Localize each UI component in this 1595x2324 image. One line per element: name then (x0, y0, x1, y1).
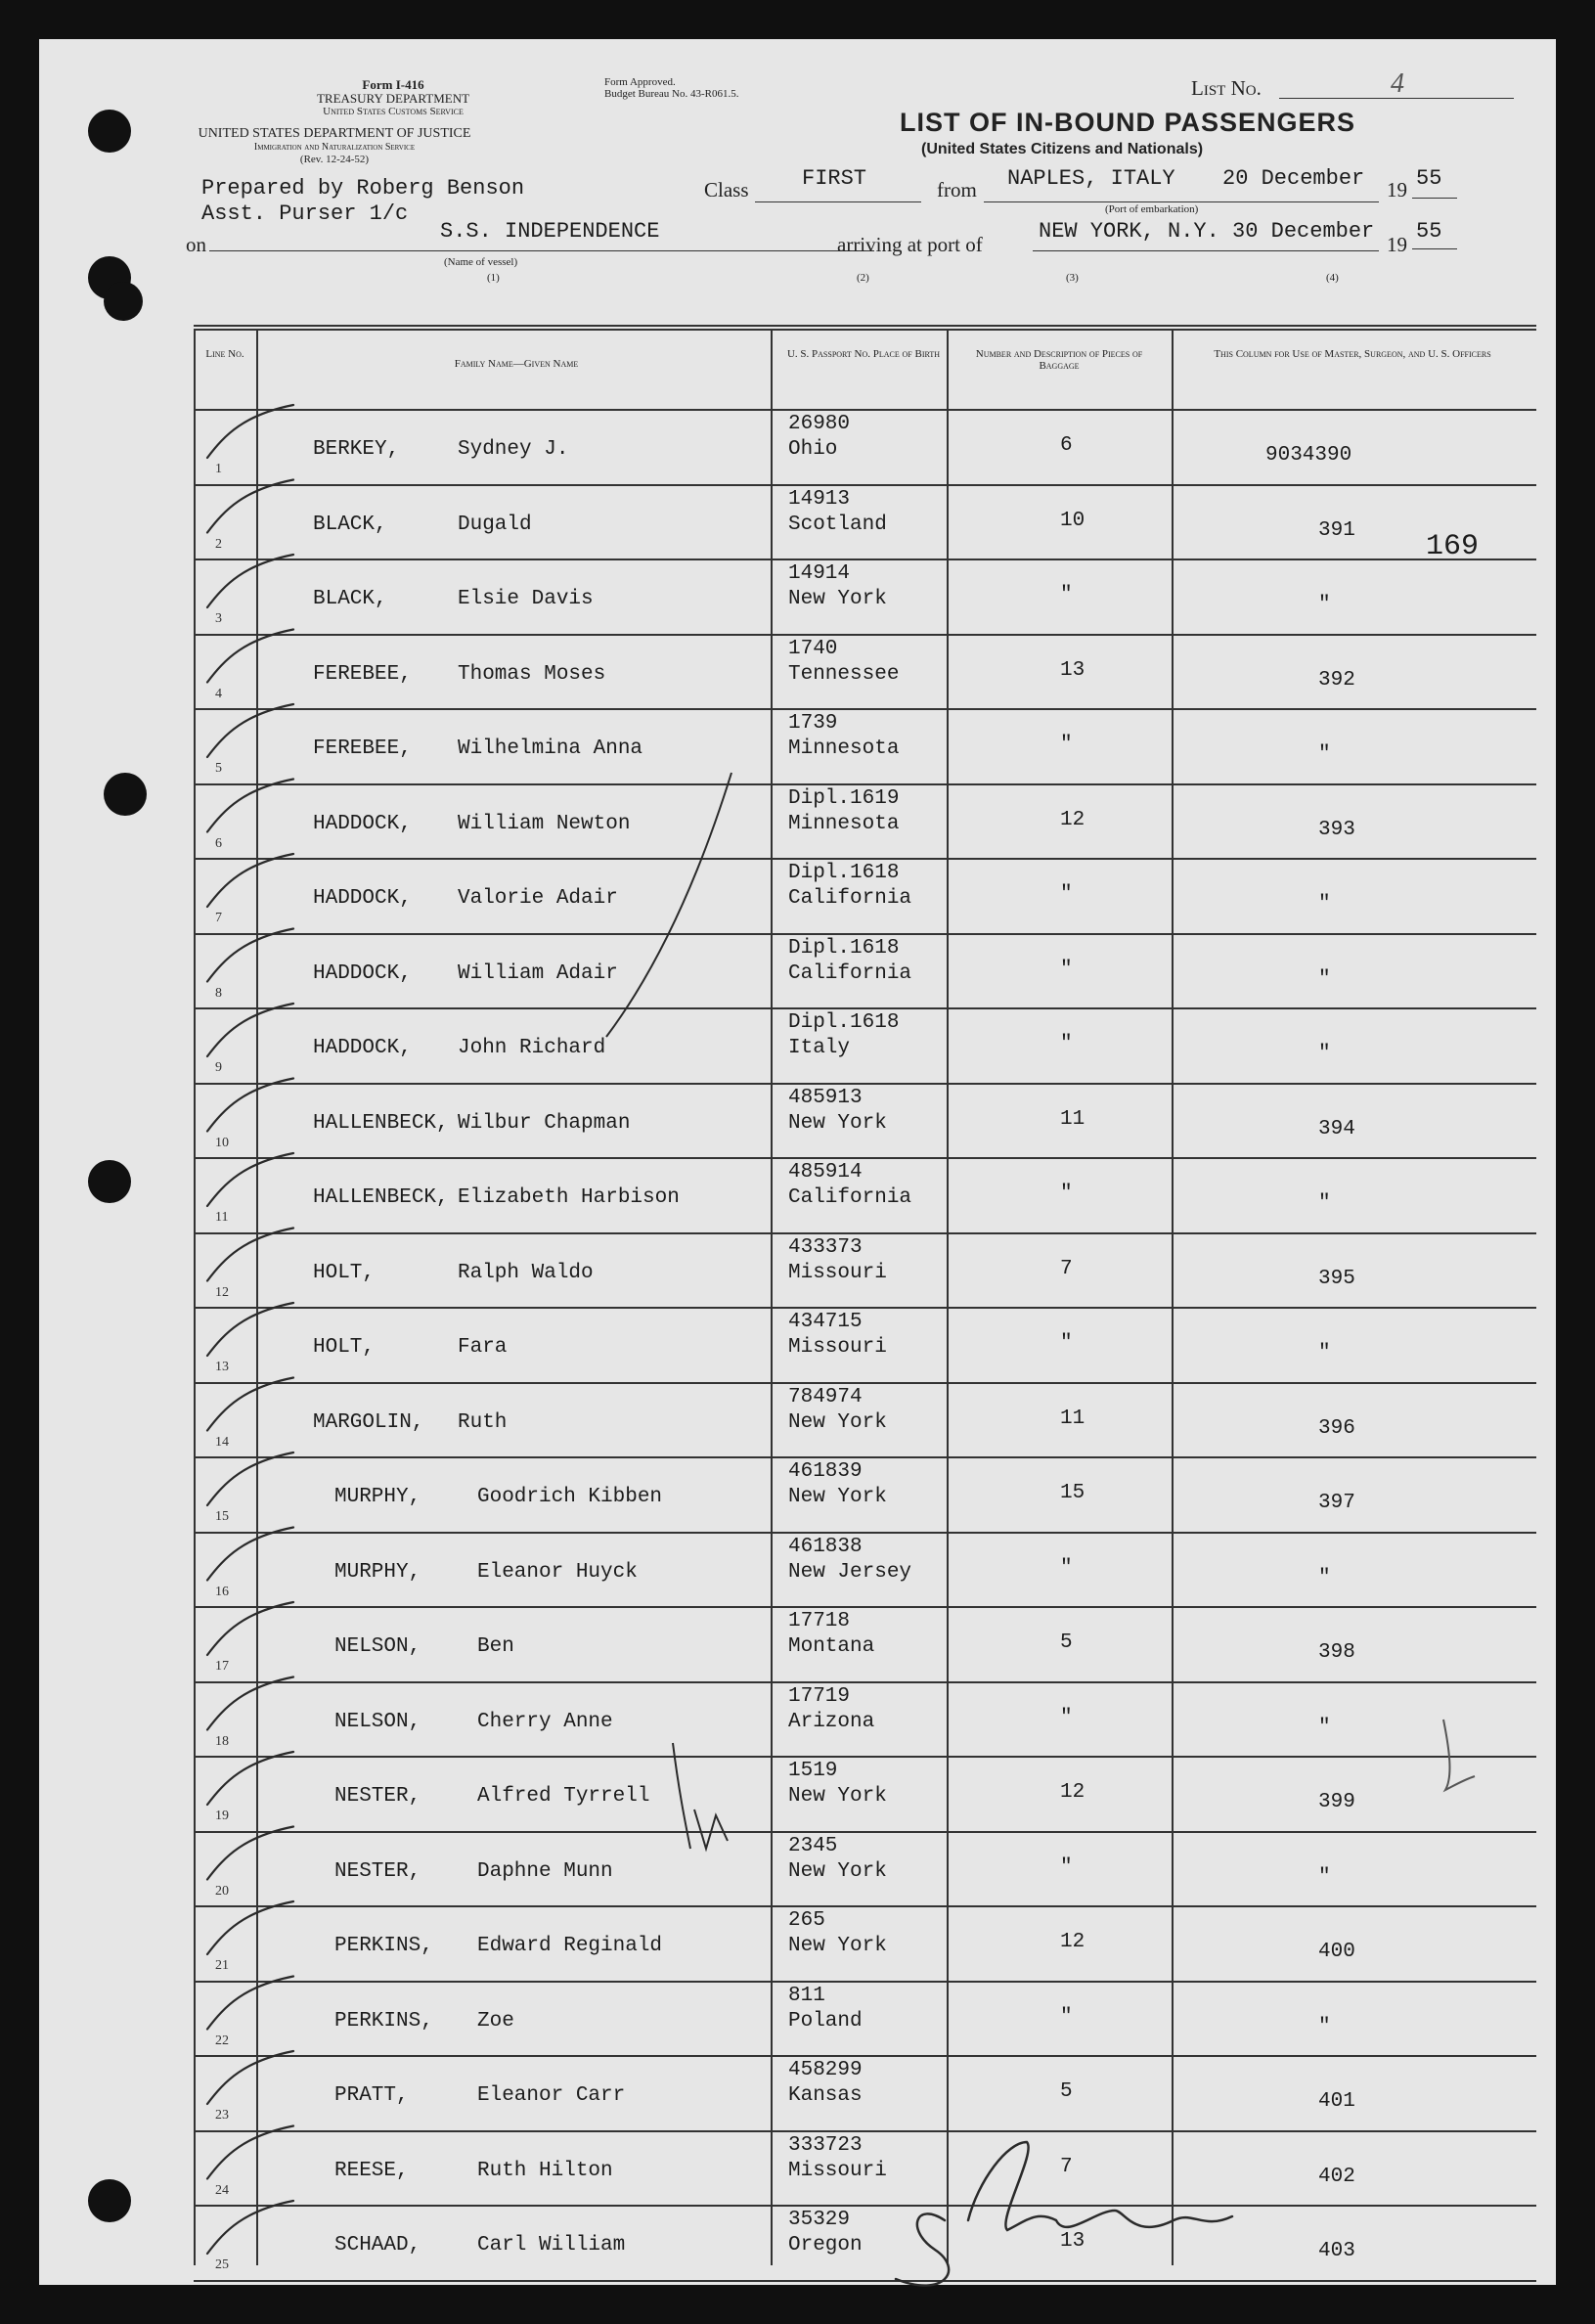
table-row (194, 1157, 1536, 1232)
officer-entry: 396 (1318, 1416, 1355, 1440)
family-name: PERKINS, (334, 1935, 433, 1957)
birthplace: Missouri (788, 1261, 887, 1284)
officer-entry: 392 (1318, 668, 1355, 692)
birthplace: New York (788, 1785, 887, 1808)
col-header-baggage: Number and Description of Pieces of Baggage (975, 348, 1143, 372)
birthplace: Minnesota (788, 737, 900, 760)
table-row (194, 1232, 1536, 1308)
baggage-count: 12 (1060, 808, 1085, 831)
table-row (194, 1083, 1536, 1158)
given-name: Alfred Tyrrell (477, 1785, 650, 1808)
binder-hole (104, 773, 147, 816)
birthplace: New York (788, 1935, 887, 1957)
officer-entry: " (1318, 1716, 1331, 1739)
birthplace: Minnesota (788, 812, 900, 835)
family-name: HOLT, (313, 1336, 376, 1359)
birthplace: Poland (788, 2009, 863, 2033)
table-row (194, 1681, 1536, 1757)
officer-entry: " (1318, 1566, 1331, 1589)
birthplace: Scotland (788, 513, 887, 536)
birthplace: New York (788, 1111, 887, 1135)
family-name: REESE, (334, 2159, 409, 2182)
given-name: Ruth Hilton (477, 2159, 613, 2182)
table-row (194, 409, 1536, 484)
given-name: William Newton (458, 812, 631, 835)
birthplace: Montana (788, 1635, 875, 1658)
passport-number: 434715 (788, 1311, 863, 1333)
list-no-value: 4 (1391, 68, 1404, 99)
col-number-3: (3) (1066, 272, 1079, 284)
officer-entry: " (1318, 743, 1331, 766)
family-name: NESTER, (334, 1859, 421, 1883)
table-row (194, 484, 1536, 559)
passport-number: Dipl.1619 (788, 786, 900, 810)
family-name: FEREBEE, (313, 662, 412, 686)
line-number: 9 (215, 1060, 222, 1075)
baggage-count: " (1060, 1556, 1073, 1580)
baggage-count: " (1060, 584, 1073, 606)
officer-entry: " (1318, 2015, 1331, 2038)
passenger-table (194, 329, 1536, 2272)
justice-dept: UNITED STATES DEPARTMENT OF JUSTICE (198, 126, 471, 141)
given-name: Ruth (458, 1410, 508, 1434)
birthplace: Tennessee (788, 662, 900, 686)
family-name: HALLENBECK, (313, 1186, 449, 1209)
given-name: Fara (458, 1336, 508, 1359)
family-name: NESTER, (334, 1785, 421, 1808)
customs-service: United States Customs Service (323, 106, 464, 117)
col-number-1: (1) (487, 272, 500, 284)
baggage-count: " (1060, 958, 1073, 981)
birthplace: Italy (788, 1037, 851, 1059)
passport-number: Dipl.1618 (788, 862, 900, 884)
family-name: FEREBEE, (313, 737, 412, 760)
officer-entry: " (1318, 594, 1331, 616)
family-name: PERKINS, (334, 2009, 433, 2033)
binder-hole (88, 1160, 131, 1203)
embark-port: NAPLES, ITALY (1007, 166, 1175, 191)
officer-entry: 395 (1318, 1267, 1355, 1290)
officer-entry: " (1318, 967, 1331, 991)
given-name: Zoe (477, 2009, 514, 2033)
line-number: 22 (215, 2033, 229, 2048)
passport-number: 17718 (788, 1610, 851, 1632)
baggage-count: " (1060, 1706, 1073, 1729)
year-prefix-2: 19 (1387, 233, 1407, 256)
line-number: 2 (215, 536, 222, 552)
passport-number: 784974 (788, 1385, 863, 1408)
passport-number: 1739 (788, 712, 838, 735)
given-name: Cherry Anne (477, 1710, 613, 1733)
form-approved: Form Approved. (604, 76, 676, 88)
line-number: 13 (215, 1360, 229, 1374)
passport-number: 811 (788, 1984, 825, 2007)
table-row (194, 1532, 1536, 1607)
officer-entry: " (1318, 1342, 1331, 1364)
family-name: BLACK, (313, 588, 387, 610)
line-number: 14 (215, 1434, 229, 1450)
col-header-name: Family Name—Given Name (454, 358, 579, 370)
binder-hole (104, 282, 143, 321)
officer-entry: 402 (1318, 2165, 1355, 2188)
officer-entry: " (1318, 1865, 1331, 1889)
line-number: 6 (215, 835, 222, 851)
line-number: 23 (215, 2108, 229, 2123)
port-embark-caption: (Port of embarkation) (1105, 203, 1199, 215)
line-number: 10 (215, 1135, 229, 1150)
baggage-count: 5 (1060, 2080, 1073, 2103)
line-number: 24 (215, 2182, 229, 2198)
line-number: 15 (215, 1509, 229, 1524)
binder-hole (88, 2179, 131, 2222)
line-number: 4 (215, 686, 222, 701)
birthplace: New York (788, 588, 887, 610)
line-number: 21 (215, 1958, 229, 1973)
officer-entry: 403 (1318, 2240, 1355, 2262)
col-header-passport: U. S. Passport No. Place of Birth (786, 348, 941, 360)
family-name: HADDOCK, (313, 1037, 412, 1059)
given-name: John Richard (458, 1037, 606, 1059)
passport-number: 35329 (788, 2209, 851, 2231)
birthplace: Arizona (788, 1710, 875, 1733)
arrival-year: 55 (1416, 219, 1442, 244)
given-name: Wilhelmina Anna (458, 737, 643, 760)
line-number: 8 (215, 985, 222, 1001)
officer-entry: 393 (1318, 818, 1355, 841)
family-name: BERKEY, (313, 438, 400, 461)
table-row (194, 933, 1536, 1008)
vessel-name: S.S. INDEPENDENCE (440, 219, 660, 244)
baggage-count: 7 (1060, 2155, 1073, 2178)
line-number: 25 (215, 2257, 229, 2272)
given-name: Edward Reginald (477, 1935, 663, 1957)
prepared-by: Prepared by Roberg Benson (201, 176, 525, 201)
table-row (194, 1382, 1536, 1457)
list-no-label: List No. (1191, 76, 1262, 100)
baggage-count: " (1060, 1033, 1073, 1055)
embark-year: 55 (1416, 166, 1442, 191)
table-row (194, 2130, 1536, 2206)
passport-number: 14914 (788, 562, 851, 585)
treasury-dept: TREASURY DEPARTMENT (316, 91, 470, 106)
passport-number: 461838 (788, 1535, 863, 1558)
given-name: Carl William (477, 2234, 626, 2257)
binder-hole (88, 110, 131, 153)
ins-service: Immigration and Naturalization Service (253, 142, 416, 153)
table-row (194, 783, 1536, 859)
table-row (194, 2055, 1536, 2130)
table-row (194, 1307, 1536, 1382)
table-row (194, 1756, 1536, 1831)
given-name: Ben (477, 1635, 514, 1658)
birthplace: Ohio (788, 438, 838, 461)
birthplace: Missouri (788, 1336, 887, 1359)
officer-entry: 391 (1318, 518, 1355, 542)
baggage-count: 11 (1060, 1407, 1085, 1430)
baggage-count: 15 (1060, 1482, 1085, 1504)
passport-number: 458299 (788, 2059, 863, 2081)
birthplace: California (788, 961, 912, 985)
passport-number: 26980 (788, 413, 851, 435)
birthplace: Kansas (788, 2084, 863, 2107)
passport-number: Dipl.1618 (788, 936, 900, 960)
family-name: NELSON, (334, 1710, 421, 1733)
baggage-count: " (1060, 2005, 1073, 2029)
passport-number: 1519 (788, 1760, 838, 1782)
table-row (194, 634, 1536, 709)
birthplace: New York (788, 1859, 887, 1883)
baggage-count: 13 (1060, 658, 1085, 682)
line-number: 3 (215, 611, 222, 626)
line-number: 7 (215, 911, 222, 925)
family-name: SCHAAD, (334, 2234, 421, 2257)
baggage-count: 6 (1060, 434, 1073, 457)
officer-entry: " (1318, 893, 1331, 916)
on-label: on (186, 233, 206, 256)
table-row (194, 1456, 1536, 1532)
baggage-count: 12 (1060, 1931, 1085, 1953)
arriving-label: arriving at port of (837, 233, 983, 256)
purser-position: Asst. Purser 1/c (201, 201, 409, 226)
class-value: FIRST (802, 166, 867, 191)
passport-number: 433373 (788, 1235, 863, 1259)
baggage-count: " (1060, 1855, 1073, 1879)
family-name: HALLENBECK, (313, 1111, 449, 1135)
passport-number: 485913 (788, 1086, 863, 1109)
family-name: MURPHY, (334, 1486, 421, 1508)
passport-number: 265 (788, 1909, 825, 1932)
officer-entry: 399 (1318, 1791, 1355, 1813)
given-name: Thomas Moses (458, 662, 606, 686)
family-name: HOLT, (313, 1261, 376, 1284)
line-number: 11 (215, 1210, 229, 1225)
officer-entry: 400 (1318, 1941, 1355, 1963)
passport-number: 17719 (788, 1684, 851, 1708)
baggage-count: " (1060, 734, 1073, 756)
col-number-4: (4) (1326, 272, 1339, 284)
baggage-count: " (1060, 883, 1073, 906)
given-name: Dugald (458, 513, 532, 536)
line-number: 1 (215, 462, 222, 476)
budget-bureau: Budget Bureau No. 43-R061.5. (604, 88, 739, 100)
family-name: HADDOCK, (313, 961, 412, 985)
family-name: HADDOCK, (313, 812, 412, 835)
form-number: Form I-416 (362, 77, 424, 92)
col-header-officers: This Column for Use of Master, Surgeon, and U. S. Officers (1214, 348, 1491, 360)
vessel-caption: (Name of vessel) (444, 256, 518, 268)
baggage-count: 10 (1060, 509, 1085, 532)
passport-number: 333723 (788, 2133, 863, 2157)
line-number: 20 (215, 1883, 229, 1899)
birthplace: California (788, 1186, 912, 1209)
given-name: Wilbur Chapman (458, 1111, 631, 1135)
form-subtitle: (United States Citizens and Nationals) (921, 141, 1204, 157)
birthplace: New York (788, 1486, 887, 1508)
birthplace: New Jersey (788, 1560, 912, 1584)
officer-entry: 398 (1318, 1641, 1355, 1664)
col-header-line-no: Line No. (205, 348, 244, 360)
arrival-port-date: NEW YORK, N.Y. 30 December (1039, 219, 1375, 244)
baggage-count: " (1060, 1183, 1073, 1205)
given-name: Sydney J. (458, 438, 569, 461)
table-row (194, 1007, 1536, 1083)
table-row (194, 1606, 1536, 1681)
line-number: 16 (215, 1584, 229, 1599)
given-name: William Adair (458, 961, 618, 985)
family-name: HADDOCK, (313, 887, 412, 910)
birthplace: New York (788, 1410, 887, 1434)
table-row (194, 2205, 1536, 2280)
margin-number: 169 (1426, 530, 1480, 563)
table-row (194, 708, 1536, 783)
class-label: Class (704, 178, 749, 201)
line-number: 17 (215, 1659, 229, 1674)
given-name: Valorie Adair (458, 887, 618, 910)
officer-entry: " (1318, 1192, 1331, 1215)
line-number: 18 (215, 1733, 229, 1749)
table-row (194, 858, 1536, 933)
officer-entry: 9034390 (1265, 444, 1352, 467)
birthplace: Missouri (788, 2159, 887, 2182)
given-name: Eleanor Huyck (477, 1560, 638, 1584)
passport-number: 1740 (788, 637, 838, 660)
passport-number: 14913 (788, 487, 851, 511)
manifest-sheet (39, 39, 1556, 2285)
passport-number: 485914 (788, 1161, 863, 1184)
col-number-2: (2) (857, 272, 869, 284)
family-name: PRATT, (334, 2084, 409, 2107)
officer-entry: 394 (1318, 1117, 1355, 1140)
baggage-count: 12 (1060, 1781, 1085, 1804)
table-row (194, 1831, 1536, 1906)
from-label: from (937, 178, 977, 201)
officer-entry: " (1318, 1043, 1331, 1065)
family-name: MARGOLIN, (313, 1410, 424, 1434)
revision-date: (Rev. 12-24-52) (299, 154, 370, 165)
table-row (194, 559, 1536, 634)
year-prefix: 19 (1387, 178, 1407, 201)
line-number: 19 (215, 1809, 229, 1823)
given-name: Daphne Munn (477, 1859, 613, 1883)
birthplace: California (788, 887, 912, 910)
given-name: Elsie Davis (458, 588, 594, 610)
line-number: 5 (215, 761, 222, 776)
birthplace: Oregon (788, 2234, 863, 2257)
baggage-count: 5 (1060, 1631, 1073, 1654)
passport-number: 461839 (788, 1460, 863, 1483)
given-name: Elizabeth Harbison (458, 1186, 680, 1209)
passport-number: 2345 (788, 1834, 838, 1857)
embark-date: 20 December (1222, 166, 1365, 191)
family-name: NELSON, (334, 1635, 421, 1658)
form-title: LIST OF IN-BOUND PASSENGERS (900, 108, 1356, 137)
baggage-count: 13 (1060, 2230, 1085, 2253)
baggage-count: 11 (1060, 1107, 1085, 1131)
baggage-count: " (1060, 1332, 1073, 1355)
given-name: Goodrich Kibben (477, 1486, 663, 1508)
line-number: 12 (215, 1284, 229, 1300)
officer-entry: 397 (1318, 1492, 1355, 1514)
family-name: BLACK, (313, 513, 387, 536)
given-name: Ralph Waldo (458, 1261, 594, 1284)
baggage-count: 7 (1060, 1257, 1073, 1280)
table-row (194, 1981, 1536, 2056)
table-row (194, 1905, 1536, 1981)
officer-entry: 401 (1318, 2090, 1355, 2113)
passport-number: Dipl.1618 (788, 1011, 900, 1034)
family-name: MURPHY, (334, 1560, 421, 1584)
given-name: Eleanor Carr (477, 2084, 626, 2107)
